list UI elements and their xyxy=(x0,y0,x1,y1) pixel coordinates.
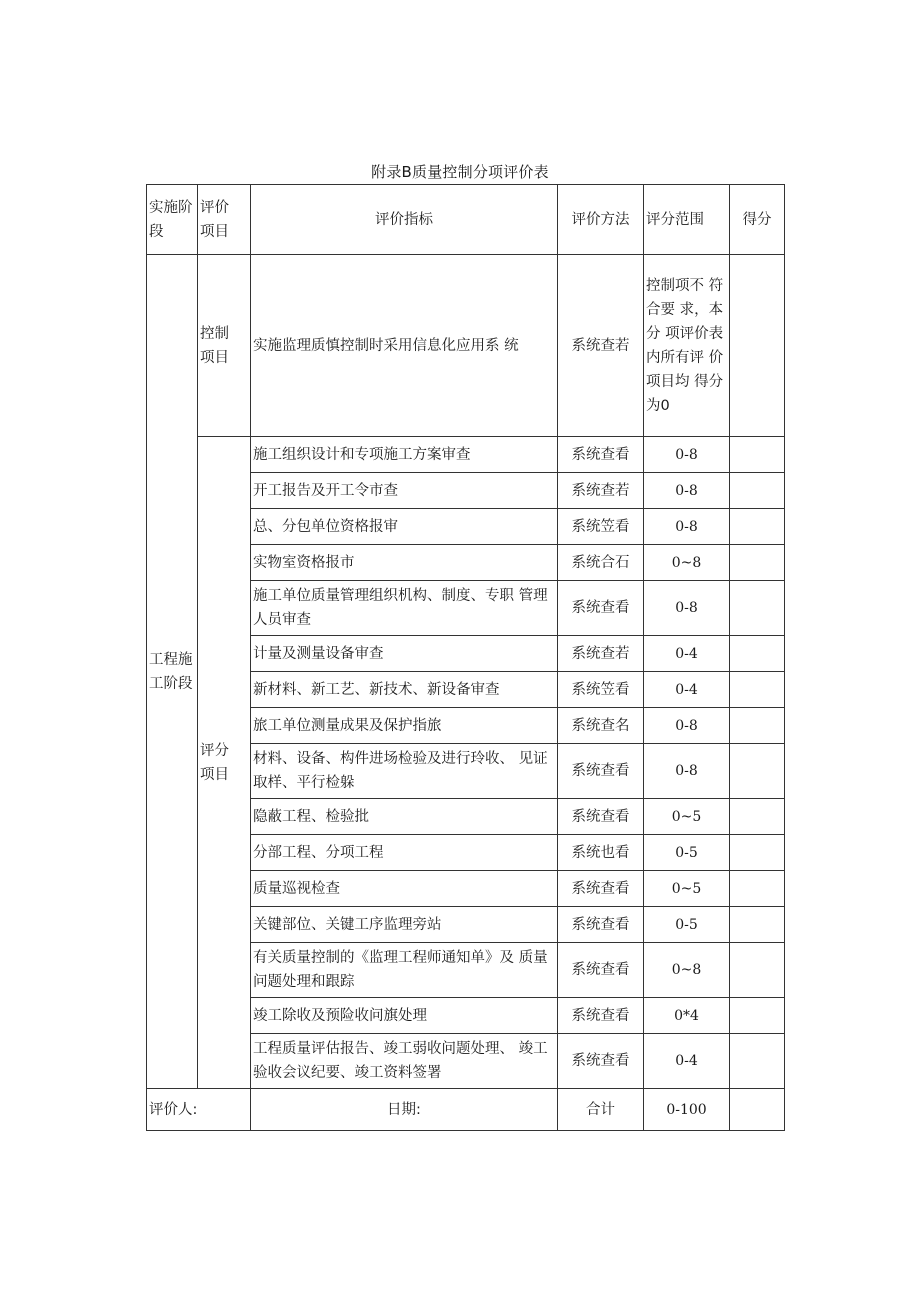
row-range: 0~5 xyxy=(644,871,730,907)
row-indicator: 质量巡视检查 xyxy=(251,871,558,907)
row-indicator: 新材料、新工艺、新技术、新设备审查 xyxy=(251,672,558,708)
row-range: 0-4 xyxy=(644,672,730,708)
row-method: 系统查看 xyxy=(558,581,644,636)
row-range: 0~5 xyxy=(644,799,730,835)
total-label: 合计 xyxy=(558,1089,644,1131)
row-score xyxy=(730,581,785,636)
row-indicator: 施工组织设计和专项施工方案审查 xyxy=(251,437,558,473)
row-score xyxy=(730,998,785,1034)
row-indicator: 旅工单位测量成果及保护指旅 xyxy=(251,708,558,744)
control-type-cell: 控制 项目 xyxy=(198,255,251,437)
row-score xyxy=(730,943,785,998)
row-range: 0~8 xyxy=(644,545,730,581)
scoring-type-cell: 评分 项目 xyxy=(198,437,251,1089)
row-range: 0-4 xyxy=(644,636,730,672)
row-score xyxy=(730,744,785,799)
row-method: 系统笠看 xyxy=(558,672,644,708)
row-range: 0~8 xyxy=(644,943,730,998)
stage-cell: 工程施工阶段 xyxy=(147,255,198,1089)
total-range: 0-100 xyxy=(644,1089,730,1131)
row-method: 系统也看 xyxy=(558,835,644,871)
control-range: 控制项不 符合要 求，本分 项评价表内所有评 价项目均 得分为0 xyxy=(644,255,730,437)
row-score xyxy=(730,871,785,907)
row-score xyxy=(730,708,785,744)
row-method: 系统查看 xyxy=(558,437,644,473)
row-range: 0-5 xyxy=(644,835,730,871)
row-score xyxy=(730,907,785,943)
row-score xyxy=(730,1034,785,1089)
table-row xyxy=(147,437,785,473)
row-range: 0-8 xyxy=(644,437,730,473)
header-row xyxy=(147,185,785,255)
row-score xyxy=(730,509,785,545)
row-score xyxy=(730,799,785,835)
date-label: 日期: xyxy=(251,1089,558,1131)
row-range: 0-8 xyxy=(644,509,730,545)
row-indicator: 工程质量评估报告、竣工弱收问题处理、 竣工验收会议纪要、竣工资料签署 xyxy=(251,1034,558,1089)
row-indicator: 有关质量控制的《监理工程师通知单》及 质量问题处理和跟踪 xyxy=(251,943,558,998)
row-method: 系统查看 xyxy=(558,998,644,1034)
row-range: 0-8 xyxy=(644,581,730,636)
row-method: 系统合石 xyxy=(558,545,644,581)
header-stage: 实施阶段 xyxy=(147,185,198,255)
row-indicator: 计量及测量设备审查 xyxy=(251,636,558,672)
row-range: 0-8 xyxy=(644,473,730,509)
row-range: 0-4 xyxy=(644,1034,730,1089)
header-indicator: 评价指标 xyxy=(251,185,558,255)
row-indicator: 材料、设备、构件进场检验及进行玲收、 见证取样、平行检躲 xyxy=(251,744,558,799)
row-score xyxy=(730,835,785,871)
row-indicator: 竣工除收及预险收问旗处理 xyxy=(251,998,558,1034)
row-indicator: 开工报告及开工令市查 xyxy=(251,473,558,509)
row-score xyxy=(730,437,785,473)
row-method: 系统笠看 xyxy=(558,509,644,545)
row-method: 系统查若 xyxy=(558,636,644,672)
row-method: 系统查名 xyxy=(558,708,644,744)
row-method: 系统查若 xyxy=(558,473,644,509)
row-method: 系统查看 xyxy=(558,1034,644,1089)
row-method: 系统查看 xyxy=(558,871,644,907)
footer-row xyxy=(147,1089,785,1131)
row-indicator: 关键部位、关键工序监理旁站 xyxy=(251,907,558,943)
row-method: 系统查看 xyxy=(558,799,644,835)
control-row xyxy=(147,255,785,437)
evaluator-label: 评价人: xyxy=(147,1089,251,1131)
row-indicator: 隐蔽工程、检验批 xyxy=(251,799,558,835)
control-indicator: 实施监理质慎控制时采用信息化应用系 统 xyxy=(251,255,558,437)
control-method: 系统查若 xyxy=(558,255,644,437)
total-score xyxy=(730,1089,785,1131)
header-item-type: 评价 项目 xyxy=(198,185,251,255)
row-method: 系统查看 xyxy=(558,943,644,998)
control-score xyxy=(730,255,785,437)
row-range: 0-8 xyxy=(644,708,730,744)
row-score xyxy=(730,545,785,581)
row-indicator: 分部工程、分项工程 xyxy=(251,835,558,871)
evaluation-table xyxy=(146,184,785,1131)
header-range: 评分范围 xyxy=(644,185,730,255)
row-score xyxy=(730,672,785,708)
row-indicator: 施工单位质量管理组织机构、制度、专职 管理人员审查 xyxy=(251,581,558,636)
row-range: 0-5 xyxy=(644,907,730,943)
row-range: 0-8 xyxy=(644,744,730,799)
header-method: 评价方法 xyxy=(558,185,644,255)
row-score xyxy=(730,636,785,672)
row-indicator: 总、分包单位资格报审 xyxy=(251,509,558,545)
row-indicator: 实物室资格报市 xyxy=(251,545,558,581)
header-score: 得分 xyxy=(730,185,785,255)
page-title: 附录B质量控制分项评价表 xyxy=(371,163,549,181)
row-score xyxy=(730,473,785,509)
row-range: 0*4 xyxy=(644,998,730,1034)
row-method: 系统查看 xyxy=(558,907,644,943)
row-method: 系统查看 xyxy=(558,744,644,799)
